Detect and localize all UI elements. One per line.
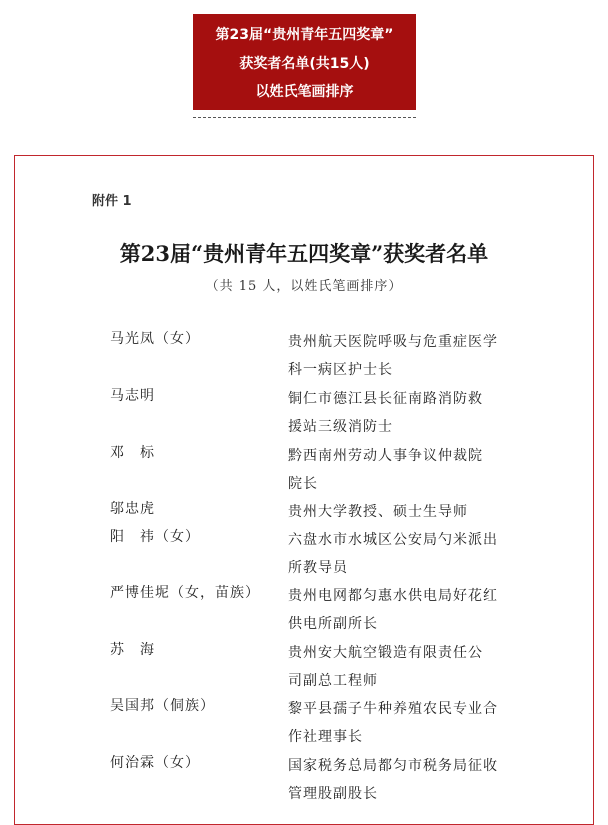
awardee-title: 贵州安大航空锻造有限责任公 司副总工程师 — [288, 645, 483, 689]
document-title: 第23届“贵州青年五四奖章”获奖者名单 — [119, 241, 489, 266]
awardee-name: 马志明 — [110, 388, 155, 404]
awardee-title: 黔西南州劳动人事争议仲裁院 院长 — [288, 448, 483, 492]
awardee-name: 苏 海 — [110, 642, 155, 658]
dashed-divider — [193, 117, 416, 118]
awardee-title: 贵州航天医院呼吸与危重症医学 科一病区护士长 — [288, 334, 498, 378]
banner-count-line: 获奖者名单(共15人) — [239, 56, 370, 72]
awardee-name: 吴国邦（侗族） — [110, 698, 215, 714]
header-banner — [193, 14, 416, 110]
awardee-name: 何治霖（女） — [110, 755, 200, 771]
awardee-title: 国家税务总局都匀市税务局征收 管理股副股长 — [288, 758, 498, 802]
awardee-name: 严博佳坭（女，苗族） — [110, 585, 260, 601]
banner-title-line: 第23届“贵州青年五四奖章” — [215, 27, 394, 43]
awardee-name: 阳 祎（女） — [110, 529, 200, 545]
awardee-title: 贵州大学教授、硕士生导师 — [288, 504, 468, 520]
awardee-name: 邓 标 — [110, 445, 155, 461]
awardee-title: 六盘水市水城区公安局勺米派出 所教导员 — [288, 532, 498, 576]
document-subtitle: （共 15 人，以姓氏笔画排序） — [205, 279, 403, 294]
awardee-name: 邬忠虎 — [110, 501, 155, 517]
banner-sort-line: 以姓氏笔画排序 — [255, 84, 354, 100]
attachment-label: 附件 1 — [92, 194, 132, 209]
awardee-name: 马光凤（女） — [110, 331, 200, 347]
awardee-title: 铜仁市德江县长征南路消防救 援站三级消防士 — [288, 391, 483, 435]
awardee-title: 贵州电网都匀惠水供电局好花红 供电所副所长 — [288, 588, 498, 632]
awardee-title: 黎平县孺子牛种养殖农民专业合 作社理事长 — [288, 701, 498, 745]
